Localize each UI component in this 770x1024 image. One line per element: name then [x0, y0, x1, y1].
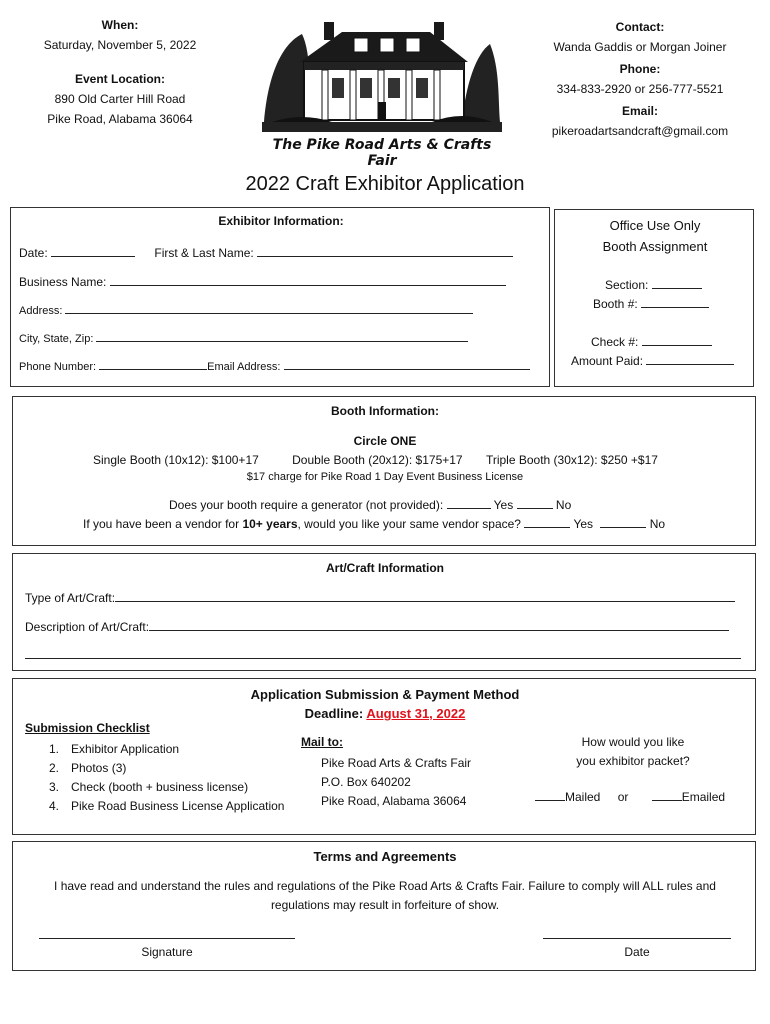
terms-text-line2: regulations may result in forfeiture of show. [270, 898, 500, 912]
packet-q1: How would you like [581, 735, 685, 749]
city-row [19, 331, 468, 345]
contact-value: Wanda Gaddis or Morgan Joiner [553, 40, 727, 54]
business-row [19, 275, 506, 289]
triple-booth-option[interactable]: Triple Booth (30x12): $250 +$17 [485, 453, 658, 467]
email-label: Email: [621, 104, 658, 118]
amount-field[interactable] [646, 354, 734, 365]
booth-number-label: Booth #: [593, 297, 638, 311]
art-desc-extra-line[interactable] [25, 648, 741, 659]
submission-heading: Application Submission & Payment Method [250, 687, 520, 702]
generator-no-label: No [555, 498, 572, 512]
booth-number-row [593, 297, 709, 311]
city-field[interactable] [96, 331, 468, 342]
emailed-field[interactable] [652, 790, 682, 801]
deadline-row [13, 706, 757, 721]
checklist-item: 1. Exhibitor Application [49, 742, 180, 756]
date-field[interactable] [51, 246, 135, 257]
booth-heading: Booth Information: [331, 404, 439, 418]
location-line1: 890 Old Carter Hill Road [54, 92, 186, 106]
check-label: Check #: [591, 335, 639, 349]
generator-yes-field[interactable] [447, 498, 491, 509]
terms-date-field[interactable] [543, 928, 731, 939]
vendor-yes-label: Yes [573, 517, 594, 531]
packet-q2: you exhibitor packet? [576, 754, 690, 768]
deadline-label: Deadline: [304, 706, 364, 721]
generator-yes-label: Yes [493, 498, 514, 512]
section-field[interactable] [652, 278, 702, 289]
vendor-question-pre: If you have been a vendor for [83, 517, 240, 531]
mail-line2: P.O. Box 640202 [321, 775, 411, 789]
address-label: Address: [19, 305, 63, 317]
checklist-item: 4. Pike Road Business License Application [49, 799, 285, 813]
phone-row [19, 359, 530, 373]
exhibitor-heading: Exhibitor Information: [218, 214, 344, 228]
generator-row [169, 498, 571, 512]
section-label: Section: [605, 278, 649, 292]
amount-row [571, 354, 734, 368]
page-title: 2022 Craft Exhibitor Application [245, 173, 525, 195]
circle-one: Circle ONE [353, 434, 417, 448]
location-line2: Pike Road, Alabama 36064 [47, 112, 193, 126]
date-label: Date: [19, 246, 48, 260]
when-block [40, 18, 200, 126]
vendor-no-field[interactable] [600, 517, 646, 528]
vendor-question-post: , would you like your same vendor space? [297, 517, 521, 531]
name-field[interactable] [257, 246, 513, 257]
mailed-label: Mailed [565, 790, 601, 804]
mail-line1: Pike Road Arts & Crafts Fair [321, 756, 472, 770]
checklist-item: 2. Photos (3) [49, 761, 127, 775]
location-label: Event Location: [74, 72, 165, 86]
house-illustration-icon [262, 14, 502, 132]
double-booth-option[interactable]: Double Booth (20x12): $175+17 [292, 453, 463, 467]
section-row [605, 278, 702, 292]
art-craft-box [12, 553, 756, 671]
vendor-question-bold: 10+ years [242, 517, 298, 531]
checklist-title: Submission Checklist [25, 721, 150, 735]
art-type-row [25, 591, 735, 605]
logo-text: The Pike Road Arts & Crafts Fair [272, 137, 492, 169]
exhibitor-info-box [10, 207, 550, 387]
vendor-no-label: No [649, 517, 666, 531]
fair-logo [262, 14, 502, 169]
date-row [19, 246, 513, 260]
mail-line3: Pike Road, Alabama 36064 [321, 794, 467, 808]
terms-box [12, 841, 756, 971]
office-line2: Booth Assignment [602, 239, 708, 254]
vendor-row [83, 517, 665, 531]
packet-question [553, 733, 713, 771]
signature-field[interactable] [39, 928, 295, 939]
or-label: or [617, 790, 629, 804]
art-type-label: Type of Art/Craft: [25, 591, 116, 605]
submission-box [12, 678, 756, 835]
address-field[interactable] [65, 303, 473, 314]
emailed-label: Emailed [681, 790, 726, 804]
generator-no-field[interactable] [517, 498, 553, 509]
art-desc-field[interactable] [149, 620, 729, 631]
business-label: Business Name: [19, 275, 107, 289]
business-field[interactable] [110, 275, 506, 286]
single-booth-option[interactable]: Single Booth (10x12): $100+17 [93, 453, 259, 467]
email-address-label: Email Address: [207, 361, 281, 373]
amount-label: Amount Paid: [571, 354, 644, 368]
checklist [49, 740, 284, 816]
booth-options [93, 453, 658, 467]
office-line1: Office Use Only [609, 218, 701, 233]
phone-value: 334-833-2920 or 256-777-5521 [556, 82, 724, 96]
when-value: Saturday, November 5, 2022 [43, 38, 197, 52]
check-row [591, 335, 712, 349]
address-row [19, 303, 473, 317]
deadline-value: August 31, 2022 [366, 706, 466, 721]
checklist-item: 3. Check (booth + business license) [49, 780, 249, 794]
contact-block [540, 20, 740, 138]
phone-label: Phone: [619, 62, 661, 76]
terms-heading: Terms and Agreements [313, 849, 457, 864]
vendor-yes-field[interactable] [524, 517, 570, 528]
contact-label: Contact: [615, 20, 665, 34]
mail-to-label: Mail to: [301, 735, 343, 749]
generator-question: Does your booth require a generator (not provided): [169, 498, 444, 512]
art-type-field[interactable] [115, 591, 735, 602]
when-label: When: [101, 18, 139, 32]
email-value: pikeroadartsandcraft@gmail.com [551, 124, 729, 138]
booth-number-field[interactable] [641, 297, 709, 308]
city-label: City, State, Zip: [19, 333, 94, 345]
check-field[interactable] [642, 335, 712, 346]
art-desc-label: Description of Art/Craft: [25, 620, 150, 634]
terms-text-line1: I have read and understand the rules and regulations of the Pike Road Arts & Crafts Fair. Failure to comply will ALL rules and [54, 879, 716, 893]
mail-address [321, 754, 471, 811]
office-use-box [554, 209, 754, 387]
packet-options [535, 790, 725, 804]
name-label: First & Last Name: [154, 246, 254, 260]
mailed-field[interactable] [535, 790, 565, 801]
license-note: $17 charge for Pike Road 1 Day Event Business License [246, 471, 524, 483]
phone-number-field[interactable] [99, 359, 207, 370]
art-desc-row [25, 620, 729, 634]
art-heading: Art/Craft Information [326, 561, 444, 575]
terms-date-label: Date [624, 945, 650, 959]
phone-number-label: Phone Number: [19, 361, 97, 373]
signature-label: Signature [141, 945, 193, 959]
booth-info-box [12, 396, 756, 546]
email-address-field[interactable] [284, 359, 530, 370]
